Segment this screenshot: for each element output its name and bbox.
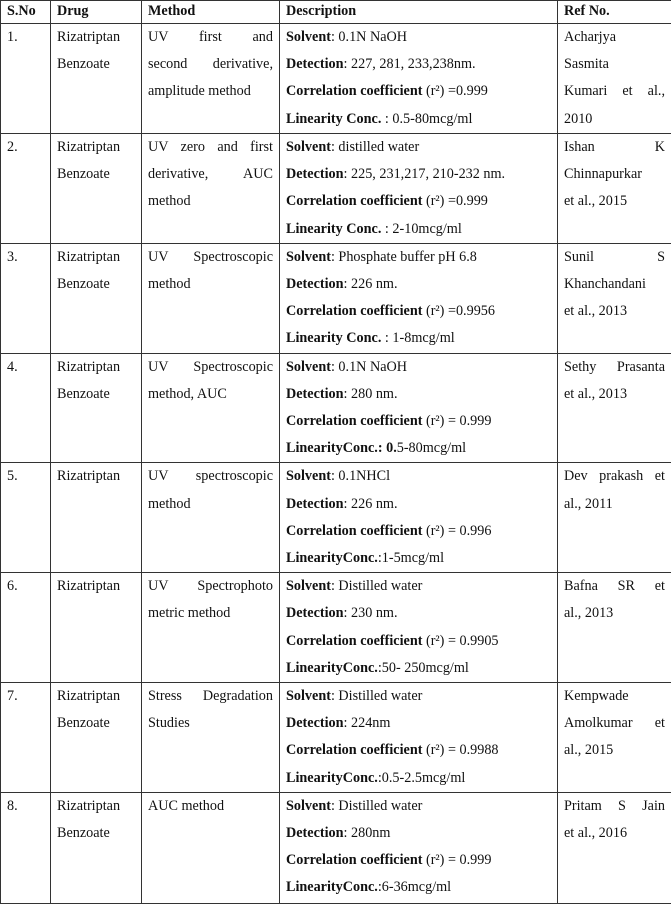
detection-line	[286, 491, 551, 518]
cell-ref	[558, 24, 671, 134]
detection-line-label: Detection	[286, 56, 344, 72]
linearity-line-value: : 2-10mcg/ml	[381, 221, 461, 237]
cell-sno: 7.	[1, 683, 51, 793]
header-row	[1, 1, 671, 24]
cell-drug	[51, 24, 142, 134]
table-row	[1, 573, 671, 683]
table-header	[1, 1, 671, 24]
cell-method	[142, 24, 280, 134]
cell-line: Sunil S	[564, 244, 665, 271]
linearity-line	[286, 874, 551, 901]
cell-method	[142, 134, 280, 244]
correlation-line	[286, 737, 551, 764]
cell-description	[280, 573, 558, 683]
cell-description	[280, 683, 558, 793]
detection-line-value: : 225, 231,217, 210-232 nm.	[344, 166, 506, 182]
correlation-line-value: (r²) = 0.999	[422, 413, 491, 429]
cell-method	[142, 683, 280, 793]
linearity-line-value: :0.5-2.5mcg/ml	[378, 770, 465, 786]
linearity-line-label: LinearityConc.	[286, 660, 378, 676]
cell-line: Studies	[148, 710, 273, 737]
linearity-line	[286, 545, 551, 572]
detection-line-label: Detection	[286, 276, 344, 292]
solvent-line	[286, 24, 551, 51]
cell-line: UV Spectrophoto	[148, 573, 273, 600]
cell-description	[280, 134, 558, 244]
cell-line: Rizatriptan	[57, 463, 135, 490]
cell-line: method	[148, 188, 273, 215]
cell-ref	[558, 573, 671, 683]
cell-drug	[51, 792, 142, 903]
cell-line: UV spectroscopic	[148, 463, 273, 490]
header-ref: Ref No.	[558, 1, 671, 24]
cell-line: Dev prakash et	[564, 463, 665, 490]
correlation-line	[286, 298, 551, 325]
correlation-line	[286, 408, 551, 435]
solvent-line-value: : 0.1N NaOH	[331, 359, 407, 375]
detection-line-value: : 280 nm.	[344, 386, 398, 402]
cell-line: method, AUC	[148, 381, 273, 408]
cell-line: et al., 2013	[564, 298, 665, 325]
table-row	[1, 353, 671, 463]
cell-sno: 3.	[1, 243, 51, 353]
linearity-line	[286, 655, 551, 682]
cell-method	[142, 243, 280, 353]
solvent-line-value: : Distilled water	[331, 798, 422, 814]
cell-line: method	[148, 491, 273, 518]
linearity-line	[286, 765, 551, 792]
cell-method	[142, 353, 280, 463]
correlation-line-value: (r²) = 0.999	[422, 852, 491, 868]
cell-description	[280, 24, 558, 134]
cell-ref	[558, 353, 671, 463]
cell-line: Rizatriptan	[57, 793, 135, 820]
detection-line-value: : 226 nm.	[344, 496, 398, 512]
cell-line: Benzoate	[57, 381, 135, 408]
table-row	[1, 243, 671, 353]
solvent-line-value: : 0.1NHCl	[331, 468, 390, 484]
solvent-line-label: Solvent	[286, 139, 331, 155]
cell-line: Kempwade	[564, 683, 665, 710]
linearity-line-label: LinearityConc.	[286, 550, 378, 566]
cell-sno: 1.	[1, 24, 51, 134]
table-body	[1, 24, 671, 904]
detection-line-label: Detection	[286, 715, 344, 731]
linearity-line-label-extra: 0.	[383, 440, 397, 456]
correlation-line-value: (r²) =0.999	[422, 83, 487, 99]
solvent-line	[286, 463, 551, 490]
detection-line	[286, 161, 551, 188]
cell-ref	[558, 792, 671, 903]
table-row	[1, 683, 671, 793]
cell-line: Pritam S Jain	[564, 793, 665, 820]
solvent-line-label: Solvent	[286, 359, 331, 375]
cell-line: amplitude method	[148, 78, 273, 105]
correlation-line-label: Correlation coefficient	[286, 742, 422, 758]
solvent-line-label: Solvent	[286, 798, 331, 814]
detection-line-label: Detection	[286, 496, 344, 512]
linearity-line-value: :50- 250mcg/ml	[378, 660, 469, 676]
cell-description	[280, 243, 558, 353]
cell-line: Ishan K	[564, 134, 665, 161]
cell-ref	[558, 134, 671, 244]
cell-line: method	[148, 271, 273, 298]
linearity-line-value: :1-5mcg/ml	[378, 550, 444, 566]
cell-sno: 6.	[1, 573, 51, 683]
cell-ref	[558, 463, 671, 573]
cell-line: Kumari et al.,	[564, 78, 665, 105]
correlation-line-label: Correlation coefficient	[286, 852, 422, 868]
detection-line-value: : 230 nm.	[344, 605, 398, 621]
linearity-line	[286, 435, 551, 462]
cell-line: Benzoate	[57, 161, 135, 188]
detection-line	[286, 381, 551, 408]
solvent-line-value: : 0.1N NaOH	[331, 29, 407, 45]
detection-line	[286, 271, 551, 298]
linearity-line-value: :6-36mcg/ml	[378, 879, 451, 895]
detection-line	[286, 51, 551, 78]
table-row	[1, 463, 671, 573]
correlation-line	[286, 847, 551, 874]
cell-drug	[51, 463, 142, 573]
cell-line: Benzoate	[57, 271, 135, 298]
linearity-line	[286, 325, 551, 352]
cell-line: Rizatriptan	[57, 134, 135, 161]
correlation-line-label: Correlation coefficient	[286, 303, 422, 319]
cell-sno: 8.	[1, 792, 51, 903]
solvent-line	[286, 683, 551, 710]
cell-line: Benzoate	[57, 820, 135, 847]
cell-sno: 5.	[1, 463, 51, 573]
solvent-line-label: Solvent	[286, 468, 331, 484]
correlation-line-value: (r²) = 0.9905	[422, 633, 498, 649]
solvent-line-value: : Distilled water	[331, 578, 422, 594]
solvent-line-value: : Distilled water	[331, 688, 422, 704]
solvent-line-label: Solvent	[286, 688, 331, 704]
detection-line	[286, 710, 551, 737]
solvent-line-value: : Phosphate buffer pH 6.8	[331, 249, 477, 265]
cell-line: Acharjya	[564, 24, 665, 51]
solvent-line-label: Solvent	[286, 249, 331, 265]
cell-line: Chinnapurkar	[564, 161, 665, 188]
solvent-line	[286, 244, 551, 271]
header-drug: Drug	[51, 1, 142, 24]
cell-line: Sethy Prasanta	[564, 354, 665, 381]
linearity-line-label: Linearity Conc.	[286, 330, 381, 346]
linearity-line-value: 5-80mcg/ml	[397, 440, 466, 456]
cell-line: Rizatriptan	[57, 24, 135, 51]
header-sno: S.No	[1, 1, 51, 24]
solvent-line	[286, 134, 551, 161]
cell-line: Stress Degradation	[148, 683, 273, 710]
cell-line: Bafna SR et	[564, 573, 665, 600]
detection-line-value: : 226 nm.	[344, 276, 398, 292]
cell-method	[142, 463, 280, 573]
cell-ref	[558, 683, 671, 793]
cell-line: Benzoate	[57, 710, 135, 737]
cell-line: et al., 2016	[564, 820, 665, 847]
correlation-line-label: Correlation coefficient	[286, 413, 422, 429]
detection-line-label: Detection	[286, 605, 344, 621]
linearity-line-label: LinearityConc.	[286, 879, 378, 895]
cell-ref	[558, 243, 671, 353]
linearity-line-value: : 0.5-80mcg/ml	[381, 111, 472, 127]
cell-line: UV zero and first	[148, 134, 273, 161]
cell-description	[280, 353, 558, 463]
cell-drug	[51, 353, 142, 463]
correlation-line-label: Correlation coefficient	[286, 83, 422, 99]
detection-line	[286, 600, 551, 627]
cell-line: second derivative,	[148, 51, 273, 78]
cell-method	[142, 792, 280, 903]
cell-drug	[51, 243, 142, 353]
linearity-line	[286, 216, 551, 243]
cell-line: Rizatriptan	[57, 354, 135, 381]
detection-line	[286, 820, 551, 847]
cell-description	[280, 792, 558, 903]
table-row	[1, 792, 671, 903]
correlation-line-label: Correlation coefficient	[286, 523, 422, 539]
detection-line-label: Detection	[286, 166, 344, 182]
correlation-line	[286, 628, 551, 655]
correlation-line-label: Correlation coefficient	[286, 633, 422, 649]
correlation-line-label: Correlation coefficient	[286, 193, 422, 209]
cell-line: Rizatriptan	[57, 573, 135, 600]
solvent-line	[286, 793, 551, 820]
cell-sno: 4.	[1, 353, 51, 463]
cell-line: al., 2013	[564, 600, 665, 627]
table-row	[1, 134, 671, 244]
cell-line: UV first and	[148, 24, 273, 51]
cell-line: Rizatriptan	[57, 244, 135, 271]
cell-description	[280, 463, 558, 573]
solvent-line-label: Solvent	[286, 578, 331, 594]
cell-line: et al., 2013	[564, 381, 665, 408]
solvent-line-label: Solvent	[286, 29, 331, 45]
cell-line: Rizatriptan	[57, 683, 135, 710]
correlation-line	[286, 78, 551, 105]
cell-line: Sasmita	[564, 51, 665, 78]
solvent-line	[286, 573, 551, 600]
correlation-line-value: (r²) =0.9956	[422, 303, 495, 319]
cell-line: Benzoate	[57, 51, 135, 78]
header-description: Description	[280, 1, 558, 24]
cell-line: 2010	[564, 106, 665, 133]
linearity-line-label: Linearity Conc.	[286, 111, 381, 127]
correlation-line-value: (r²) = 0.9988	[422, 742, 498, 758]
cell-drug	[51, 134, 142, 244]
correlation-line-value: (r²) = 0.996	[422, 523, 491, 539]
cell-line: AUC method	[148, 793, 273, 820]
cell-line: derivative, AUC	[148, 161, 273, 188]
cell-sno: 2.	[1, 134, 51, 244]
cell-line: al., 2015	[564, 737, 665, 764]
linearity-line-label: LinearityConc.	[286, 770, 378, 786]
solvent-line-value: : distilled water	[331, 139, 419, 155]
table-row	[1, 24, 671, 134]
cell-line: metric method	[148, 600, 273, 627]
cell-drug	[51, 573, 142, 683]
detection-line-label: Detection	[286, 825, 344, 841]
linearity-line-label: Linearity Conc.	[286, 221, 381, 237]
linearity-line	[286, 106, 551, 133]
correlation-line	[286, 188, 551, 215]
solvent-line	[286, 354, 551, 381]
cell-line: UV Spectroscopic	[148, 244, 273, 271]
cell-line: Amolkumar et	[564, 710, 665, 737]
cell-line: et al., 2015	[564, 188, 665, 215]
correlation-line-value: (r²) =0.999	[422, 193, 487, 209]
cell-line: Khanchandani	[564, 271, 665, 298]
cell-line: UV Spectroscopic	[148, 354, 273, 381]
detection-line-value: : 227, 281, 233,238nm.	[344, 56, 476, 72]
correlation-line	[286, 518, 551, 545]
detection-line-value: : 280nm	[344, 825, 391, 841]
cell-line: al., 2011	[564, 491, 665, 518]
linearity-line-value: : 1-8mcg/ml	[381, 330, 454, 346]
detection-line-label: Detection	[286, 386, 344, 402]
linearity-line-label: LinearityConc.:	[286, 440, 383, 456]
detection-line-value: : 224nm	[344, 715, 391, 731]
header-method: Method	[142, 1, 280, 24]
cell-method	[142, 573, 280, 683]
cell-drug	[51, 683, 142, 793]
